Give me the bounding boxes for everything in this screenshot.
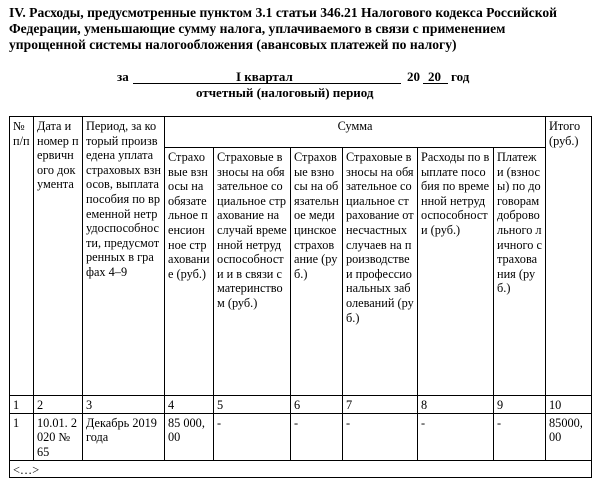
cell-total: 85000,00 (546, 413, 592, 460)
cell-accident: - (343, 413, 418, 460)
table-footer-ellipsis: <…> (10, 460, 592, 478)
section-heading (9, 5, 594, 53)
heading-line-1: IV. Расходы, предусмотренные пунктом 3.1 статьи 346.21 Налогового кодекса Российской (9, 5, 557, 20)
column-number: 4 (165, 396, 214, 414)
header-col-3: Период, за который произведена уплата страховых взносов, выплата пособия по временной нетрудоспособности, предусмотренных в графах 4–9 (83, 117, 165, 396)
cell-period: Декабрь 2019 года (83, 413, 165, 460)
heading-line-2: Федерации, уменьшающие сумму налога, уплачиваемого в связи с применением (9, 21, 506, 36)
column-number: 1 (10, 396, 34, 414)
header-col-2: Дата и номер первичного документа (34, 117, 83, 396)
cell-num: 1 (10, 413, 34, 460)
period-year-suffix: год (451, 69, 470, 84)
period-prefix: за (117, 69, 129, 84)
column-number: 3 (83, 396, 165, 414)
cell-sick-leave: - (418, 413, 494, 460)
header-col-8: Расходы по выплате пособия по временной нетрудоспособности (руб.) (418, 148, 494, 396)
period-year-prefix: 20 (407, 69, 420, 84)
cell-pension: 85 000,00 (165, 413, 214, 460)
header-col-5: Страховые взносы на обязательное социальное страхование на случай временной нетрудоспособности и в связи с материнством (руб.) (214, 148, 291, 396)
period-caption: отчетный (налоговый) период (196, 85, 374, 100)
cell-medical: - (291, 413, 343, 460)
header-col-9: Платежи (взносы) по договорам добровольного личного страхования (руб.) (494, 148, 546, 396)
heading-line-3: упрощенной системы налогообложения (авансовых платежей по налогу) (9, 37, 457, 52)
column-number: 5 (214, 396, 291, 414)
header-col-7: Страховые взносы на обязательное социальное страхование от несчастных случаев на производстве и профессиональных заболеваний (руб.) (343, 148, 418, 396)
column-number: 7 (343, 396, 418, 414)
header-col-6: Страховые взносы на обязательное медицинское страхование (руб.) (291, 148, 343, 396)
period-row (0, 69, 600, 85)
cell-voluntary: - (494, 413, 546, 460)
cell-social: - (214, 413, 291, 460)
expenses-table (9, 116, 592, 478)
column-number: 6 (291, 396, 343, 414)
period-year-value: 20 (428, 69, 441, 84)
column-number-row (10, 396, 592, 414)
table-footer-row (10, 460, 592, 478)
column-number: 8 (418, 396, 494, 414)
table-header-row (10, 117, 592, 148)
column-number: 9 (494, 396, 546, 414)
header-col-10: Итого (руб.) (546, 117, 592, 396)
header-sum: Сумма (165, 117, 546, 148)
column-number: 2 (34, 396, 83, 414)
column-number: 10 (546, 396, 592, 414)
header-col-4: Страховые взносы на обязательное пенсионное страхование (руб.) (165, 148, 214, 396)
header-col-1: № п/п (10, 117, 34, 396)
cell-doc: 10.01. 2020 № 65 (34, 413, 83, 460)
period-quarter: I квартал (236, 69, 293, 84)
table-row (10, 413, 592, 460)
